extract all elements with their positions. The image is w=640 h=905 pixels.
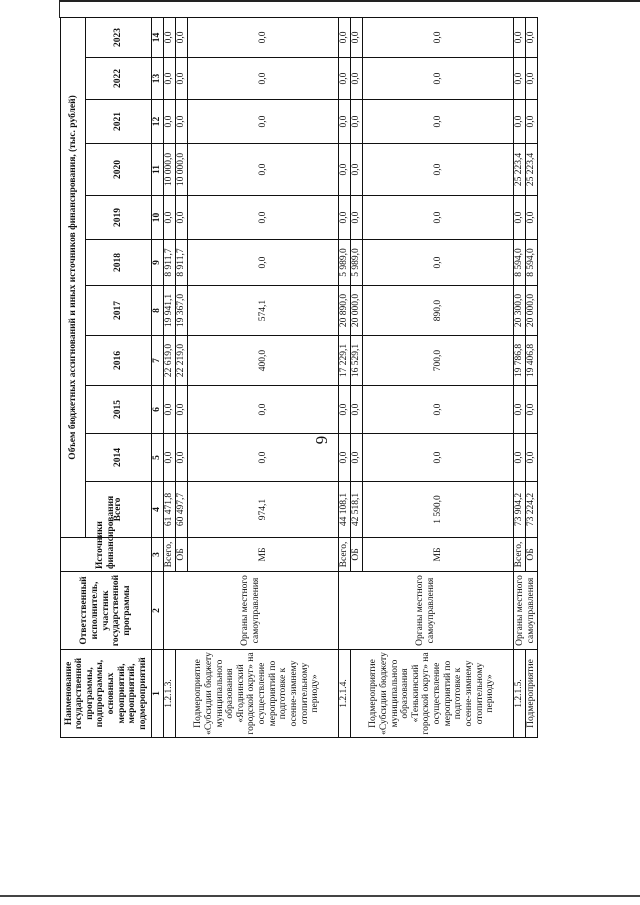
value-cell: 0,0	[176, 100, 188, 144]
column-number: 9	[152, 240, 164, 286]
scan-bottom-edge	[0, 895, 640, 897]
value-cell: 0,0	[514, 17, 526, 57]
value-cell: 0,0	[351, 196, 363, 240]
value-cell: 25 223,4	[514, 144, 526, 196]
value-cell: 700,0	[363, 336, 514, 386]
header-executor-column: Ответственный исполнитель, участник государственной программы	[61, 572, 152, 650]
table-row	[339, 17, 351, 737]
value-cell: 0,0	[164, 58, 176, 100]
value-cell: 0,0	[351, 100, 363, 144]
source-cell: МБ	[188, 538, 339, 572]
value-cell: 0,0	[164, 434, 176, 482]
value-cell: 10 000,0	[164, 144, 176, 196]
value-cell: 400,0	[188, 336, 339, 386]
value-cell: 22 219,0	[176, 336, 188, 386]
column-number: 5	[152, 434, 164, 482]
executor-cell: Органы местного самоуправления	[164, 572, 339, 650]
value-cell: 8 911,7	[176, 240, 188, 286]
value-cell: 0,0	[526, 58, 538, 100]
value-cell: 0,0	[526, 100, 538, 144]
value-cell: 61 471,8	[164, 482, 176, 538]
header-year: 2023	[86, 17, 152, 57]
source-cell: МБ	[363, 538, 514, 572]
value-cell: 0,0	[526, 17, 538, 57]
column-number: 11	[152, 144, 164, 196]
value-cell: 0,0	[188, 386, 339, 434]
value-cell: 0,0	[339, 196, 351, 240]
value-cell: 0,0	[363, 386, 514, 434]
table-row	[164, 17, 176, 737]
value-cell: 0,0	[176, 196, 188, 240]
value-cell: 0,0	[164, 196, 176, 240]
value-cell: 0,0	[514, 434, 526, 482]
value-cell: 20 300,0	[514, 286, 526, 336]
value-cell: 1 590,0	[363, 482, 514, 538]
value-cell: 0,0	[339, 434, 351, 482]
column-number: 1	[152, 650, 164, 738]
header-year: 2018	[86, 240, 152, 286]
value-cell: 8 594,0	[514, 240, 526, 286]
value-cell: 0,0	[188, 17, 339, 57]
rotated-table-frame	[60, 18, 580, 738]
value-cell: 0,0	[351, 434, 363, 482]
value-cell: 0,0	[188, 58, 339, 100]
value-cell: 0,0	[188, 434, 339, 482]
source-cell: ОБ	[526, 538, 538, 572]
value-cell: 974,1	[188, 482, 339, 538]
source-cell: ОБ	[176, 538, 188, 572]
value-cell: 0,0	[363, 240, 514, 286]
value-cell: 5 989,0	[339, 240, 351, 286]
header-row-1	[61, 17, 86, 737]
header-source-column: Источники финансирования	[61, 538, 152, 572]
value-cell: 25 223,4	[526, 144, 538, 196]
item-name: Подмероприятие «Субсидии бюджету муниципального образования «Тенькинский городской округ» на осуществление мероприятий по подготовке к осенне-зимнему отопительному периоду»	[351, 650, 514, 738]
value-cell: 19 786,8	[514, 336, 526, 386]
value-cell: 22 619,0	[164, 336, 176, 386]
item-id: 1.2.1.3.	[164, 650, 176, 738]
value-cell: 0,0	[526, 434, 538, 482]
executor-cell: Органы местного самоуправления	[514, 572, 538, 650]
value-cell: 73 224,2	[526, 482, 538, 538]
value-cell: 0,0	[351, 58, 363, 100]
value-cell: 0,0	[526, 196, 538, 240]
value-cell: 0,0	[339, 17, 351, 57]
value-cell: 0,0	[339, 144, 351, 196]
value-cell: 8 594,0	[526, 240, 538, 286]
value-cell: 19 941,1	[164, 286, 176, 336]
scan-top-edge	[60, 0, 640, 2]
value-cell: 0,0	[363, 196, 514, 240]
source-cell: Всего,	[514, 538, 526, 572]
item-id: 1.2.1.5.	[514, 650, 526, 738]
column-number: 8	[152, 286, 164, 336]
value-cell: 890,0	[363, 286, 514, 336]
value-cell: 0,0	[176, 58, 188, 100]
column-number: 6	[152, 386, 164, 434]
value-cell: 8 911,7	[164, 240, 176, 286]
header-name-column: Наименование государственной программы, подпрограммы, основных мероприятий, мероприятий, подмероприятий	[61, 650, 152, 738]
value-cell: 0,0	[363, 434, 514, 482]
value-cell: 0,0	[363, 100, 514, 144]
value-cell: 0,0	[363, 144, 514, 196]
value-cell: 0,0	[514, 58, 526, 100]
value-cell: 0,0	[164, 17, 176, 57]
value-cell: 0,0	[339, 386, 351, 434]
item-id: 1.2.1.4.	[339, 650, 351, 738]
value-cell: 0,0	[351, 386, 363, 434]
header-year: 2015	[86, 386, 152, 434]
page-number: 6	[312, 435, 331, 445]
value-cell: 0,0	[176, 434, 188, 482]
header-year: 2016	[86, 336, 152, 386]
executor-cell: Органы местного самоуправления	[339, 572, 514, 650]
value-cell: 5 989,0	[351, 240, 363, 286]
value-cell: 0,0	[188, 196, 339, 240]
column-number-row	[152, 17, 164, 737]
header-year: 2021	[86, 100, 152, 144]
column-number: 13	[152, 58, 164, 100]
source-cell: Всего,	[164, 538, 176, 572]
value-cell: 20 000,0	[526, 286, 538, 336]
column-number: 7	[152, 336, 164, 386]
value-cell: 19 367,0	[176, 286, 188, 336]
value-cell: 0,0	[351, 144, 363, 196]
column-number: 10	[152, 196, 164, 240]
value-cell: 73 904,2	[514, 482, 526, 538]
value-cell: 20 890,0	[339, 286, 351, 336]
value-cell: 60 497,7	[176, 482, 188, 538]
value-cell: 0,0	[339, 100, 351, 144]
value-cell: 0,0	[339, 58, 351, 100]
value-cell: 10 000,0	[176, 144, 188, 196]
value-cell: 0,0	[351, 17, 363, 57]
value-cell: 0,0	[164, 386, 176, 434]
column-number: 2	[152, 572, 164, 650]
header-year: 2014	[86, 434, 152, 482]
source-cell: Всего,	[339, 538, 351, 572]
value-cell: 0,0	[188, 240, 339, 286]
value-cell: 0,0	[363, 58, 514, 100]
value-cell: 0,0	[363, 17, 514, 57]
column-number: 4	[152, 482, 164, 538]
table-row	[514, 17, 526, 737]
value-cell: 0,0	[514, 196, 526, 240]
item-name: Подмероприятие	[526, 650, 538, 738]
value-cell: 574,1	[188, 286, 339, 336]
value-cell: 0,0	[188, 100, 339, 144]
header-year: 2019	[86, 196, 152, 240]
header-funding-title: Объем бюджетных ассигнований и иных источников финансирования, (тыс. рублей)	[61, 17, 86, 537]
value-cell: 0,0	[176, 386, 188, 434]
header-year: 2022	[86, 58, 152, 100]
funding-table	[60, 17, 538, 738]
header-total: Всего	[86, 482, 152, 538]
value-cell: 0,0	[514, 100, 526, 144]
header-year: 2017	[86, 286, 152, 336]
value-cell: 19 406,8	[526, 336, 538, 386]
value-cell: 0,0	[514, 386, 526, 434]
header-year: 2020	[86, 144, 152, 196]
value-cell: 16 529,1	[351, 336, 363, 386]
scan-left-edge	[59, 0, 60, 18]
value-cell: 42 518,1	[351, 482, 363, 538]
value-cell: 0,0	[188, 144, 339, 196]
value-cell: 0,0	[176, 17, 188, 57]
column-number: 14	[152, 17, 164, 57]
source-cell: ОБ	[351, 538, 363, 572]
column-number: 12	[152, 100, 164, 144]
value-cell: 44 108,1	[339, 482, 351, 538]
column-number: 3	[152, 538, 164, 572]
value-cell: 17 229,1	[339, 336, 351, 386]
item-name: Подмероприятие «Субсидии бюджету муниципального образования «Ягоднинский городской округ» на осуществление мероприятий по подготовке к осенне-зимнему отопительному периоду»	[176, 650, 339, 738]
value-cell: 0,0	[164, 100, 176, 144]
value-cell: 0,0	[526, 386, 538, 434]
value-cell: 20 000,0	[351, 286, 363, 336]
